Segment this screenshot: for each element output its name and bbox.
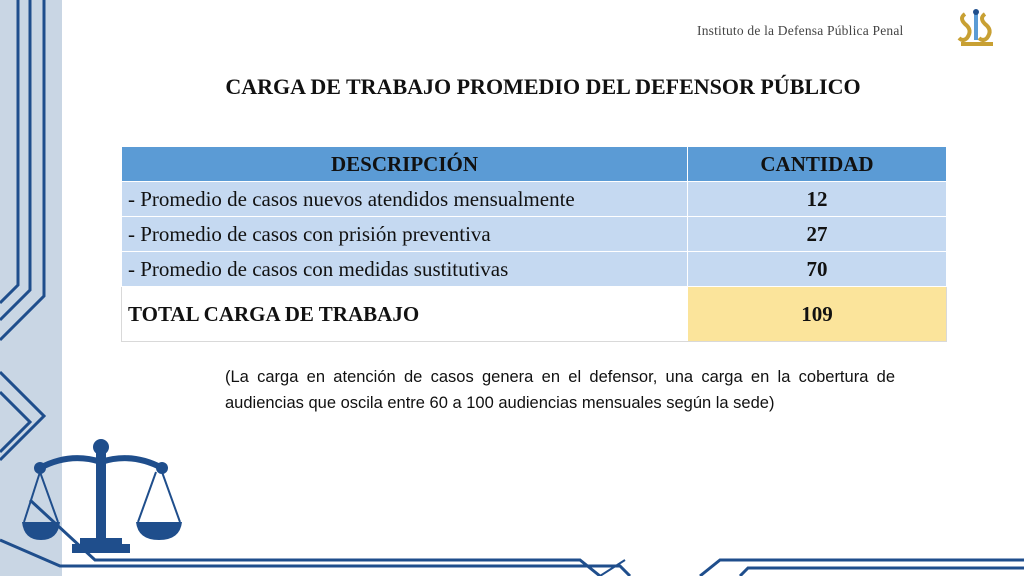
workload-table [121, 146, 947, 342]
slide-title: CARGA DE TRABAJO PROMEDIO DEL DEFENSOR PÚBLICO [225, 74, 861, 99]
institution-name: Instituto de la Defensa Pública Penal [697, 23, 904, 38]
total-value: 109 [687, 287, 946, 342]
column-header-description: DESCRIPCIÓN [122, 147, 688, 182]
total-label: TOTAL CARGA DE TRABAJO [122, 287, 688, 342]
row-value: 70 [687, 252, 946, 287]
row-label: - Promedio de casos nuevos atendidos mensualmente [122, 182, 688, 217]
table-row [122, 252, 947, 287]
total-row [122, 287, 947, 342]
institution-logo-icon [955, 8, 999, 48]
row-label: - Promedio de casos con prisión preventiva [122, 217, 688, 252]
table-row [122, 217, 947, 252]
table-header-row [122, 147, 947, 182]
row-label: - Promedio de casos con medidas sustitutivas [122, 252, 688, 287]
row-value: 12 [687, 182, 946, 217]
column-header-quantity: CANTIDAD [687, 147, 946, 182]
scales-of-justice-icon [22, 439, 182, 553]
table-row [122, 182, 947, 217]
footnote: (La carga en atención de casos genera en el defensor, una carga en la cobertura de audiencias que oscila entre 60 a 100 audiencias mensuales según la sede) [225, 368, 895, 412]
row-value: 27 [687, 217, 946, 252]
